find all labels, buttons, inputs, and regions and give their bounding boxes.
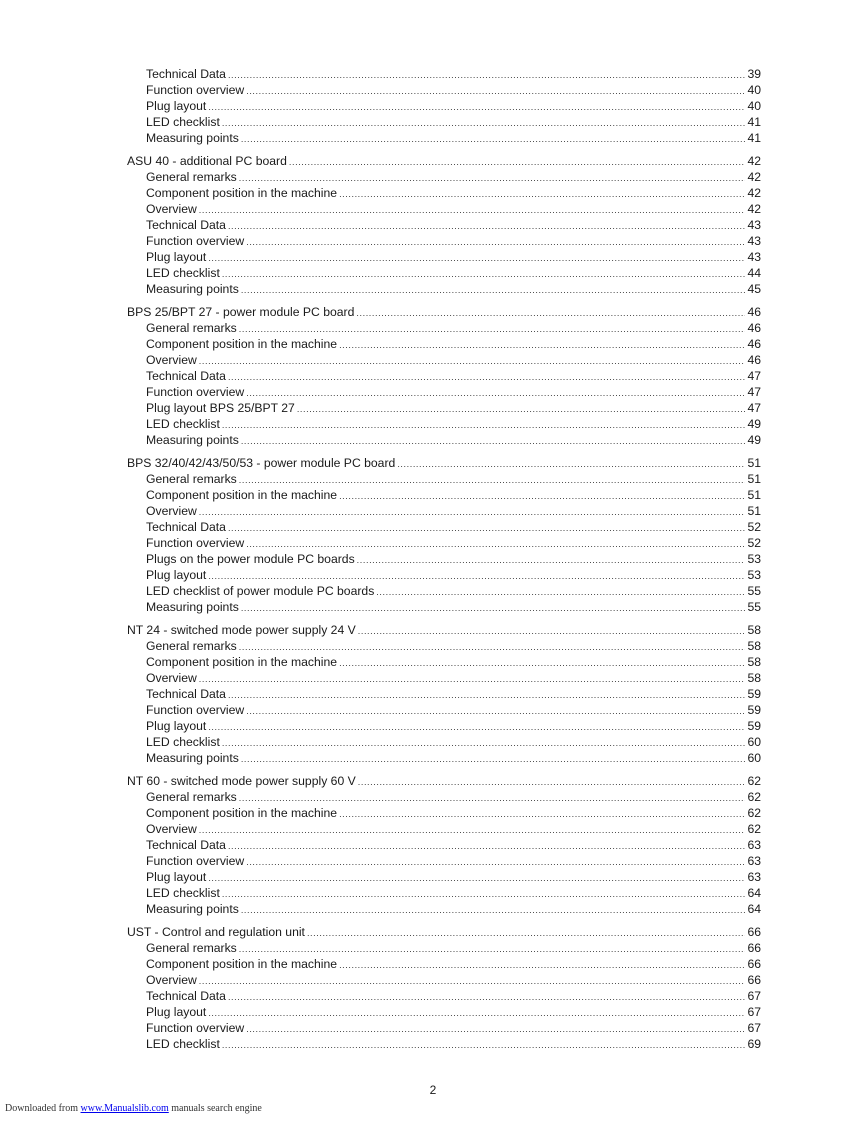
toc-entry-label: Component position in the machine (146, 488, 338, 502)
toc-entry[interactable] (127, 265, 761, 281)
toc-entry[interactable] (127, 400, 761, 416)
toc-entry[interactable] (127, 670, 761, 686)
dot-leader (199, 973, 745, 989)
dot-leader (208, 870, 745, 886)
toc-entry[interactable] (127, 1036, 761, 1052)
toc-entry[interactable] (127, 217, 761, 233)
toc-entry[interactable] (127, 130, 761, 146)
toc-entry-page: 52 (747, 536, 761, 550)
toc-entry-label: Measuring points (146, 902, 239, 916)
toc-entry-page: 40 (747, 83, 761, 97)
dot-leader (239, 170, 745, 186)
dot-leader (357, 552, 745, 568)
toc-entry-page: 51 (747, 488, 761, 502)
toc-entry-page: 58 (747, 639, 761, 653)
dot-leader (199, 671, 745, 687)
toc-chapter-entry[interactable] (127, 773, 761, 789)
toc-entry-label: Component position in the machine (146, 806, 338, 820)
toc-entry-label: Function overview (146, 536, 245, 550)
dot-leader (239, 321, 745, 337)
dot-leader (289, 154, 745, 170)
dot-leader (222, 115, 745, 131)
footer-prefix: Downloaded from (5, 1103, 79, 1114)
dot-leader (208, 250, 745, 266)
toc-entry-label: General remarks (146, 639, 237, 653)
toc-entry-label: Plug layout (146, 568, 207, 582)
dot-leader (199, 353, 745, 369)
toc-chapter-entry-label: UST - Control and regulation unit (127, 925, 305, 939)
toc-entry-label: Overview (146, 504, 197, 518)
toc-entry-label: Technical Data (146, 989, 226, 1003)
dot-leader (199, 504, 745, 520)
toc-entry-label: Plug layout (146, 250, 207, 264)
toc-entry[interactable] (127, 281, 761, 297)
dot-leader (246, 854, 745, 870)
toc-chapter-entry-page: 62 (747, 774, 761, 788)
toc-chapter-entry[interactable] (127, 924, 761, 940)
dot-leader (239, 472, 745, 488)
toc-entry-page: 47 (747, 401, 761, 415)
toc-section (127, 66, 761, 146)
dot-leader (228, 369, 745, 385)
toc-entry-label: Component position in the machine (146, 957, 338, 971)
toc-entry[interactable] (127, 718, 761, 734)
toc-entry[interactable] (127, 249, 761, 265)
toc-entry-page: 64 (747, 886, 761, 900)
dot-leader (208, 568, 745, 584)
dot-leader (228, 687, 745, 703)
toc-entry[interactable] (127, 853, 761, 869)
dot-leader (246, 1021, 745, 1037)
toc-entry[interactable] (127, 734, 761, 750)
toc-entry-label: Plugs on the power module PC boards (146, 552, 355, 566)
dot-leader (222, 266, 745, 282)
dot-leader (222, 886, 745, 902)
toc-entry-label: Measuring points (146, 282, 239, 296)
toc-entry-label: Overview (146, 202, 197, 216)
toc-entry[interactable] (127, 432, 761, 448)
toc-entry-label: Technical Data (146, 218, 226, 232)
toc-entry-label: Plug layout (146, 719, 207, 733)
toc-entry-page: 55 (747, 584, 761, 598)
toc-entry-label: Component position in the machine (146, 655, 338, 669)
dot-leader (241, 131, 745, 147)
toc-entry-label: Overview (146, 822, 197, 836)
toc-entry-label: Plug layout (146, 1005, 207, 1019)
toc-chapter-entry-label: ASU 40 - additional PC board (127, 154, 287, 168)
toc-entry-page: 45 (747, 282, 761, 296)
toc-chapter-entry-page: 42 (747, 154, 761, 168)
dot-leader (339, 488, 745, 504)
dot-leader (246, 385, 745, 401)
dot-leader (339, 337, 745, 353)
toc-entry-page: 46 (747, 321, 761, 335)
toc-entry[interactable] (127, 1020, 761, 1036)
toc-entry[interactable] (127, 535, 761, 551)
dot-leader (241, 902, 745, 918)
toc-entry[interactable] (127, 869, 761, 885)
toc-entry-page: 63 (747, 870, 761, 884)
toc-section (127, 924, 761, 1052)
toc-entry-label: Technical Data (146, 369, 226, 383)
toc-entry[interactable] (127, 972, 761, 988)
toc-entry[interactable] (127, 702, 761, 718)
toc-entry-page: 67 (747, 1021, 761, 1035)
toc-entry[interactable] (127, 837, 761, 853)
dot-leader (228, 838, 745, 854)
dot-leader (358, 623, 745, 639)
toc-entry[interactable] (127, 901, 761, 917)
toc-entry[interactable] (127, 638, 761, 654)
dot-leader (297, 401, 745, 417)
toc-entry-page: 59 (747, 703, 761, 717)
toc-entry-page: 67 (747, 989, 761, 1003)
dot-leader (339, 806, 745, 822)
toc-entry-label: General remarks (146, 790, 237, 804)
toc-chapter-entry-page: 51 (747, 456, 761, 470)
toc-entry[interactable] (127, 185, 761, 201)
toc-entry-page: 62 (747, 806, 761, 820)
toc-entry-label: LED checklist (146, 266, 220, 280)
toc-entry-label: LED checklist of power module PC boards (146, 584, 375, 598)
toc-entry-page: 67 (747, 1005, 761, 1019)
toc-entry-label: LED checklist (146, 886, 220, 900)
toc-entry[interactable] (127, 503, 761, 519)
dot-leader (239, 639, 745, 655)
toc-entry-label: Function overview (146, 1021, 245, 1035)
toc-entry-page: 51 (747, 504, 761, 518)
toc-entry-label: Technical Data (146, 687, 226, 701)
toc-entry-label: General remarks (146, 170, 237, 184)
toc-entry-label: Plug layout (146, 99, 207, 113)
toc-entry-page: 47 (747, 385, 761, 399)
toc-entry-page: 43 (747, 234, 761, 248)
dot-leader (397, 456, 745, 472)
toc-entry[interactable] (127, 519, 761, 535)
toc-entry-label: Measuring points (146, 433, 239, 447)
toc-entry-label: General remarks (146, 941, 237, 955)
toc-entry-page: 42 (747, 186, 761, 200)
toc-entry[interactable] (127, 1004, 761, 1020)
toc-entry[interactable] (127, 82, 761, 98)
toc-chapter-entry[interactable] (127, 455, 761, 471)
toc-entry[interactable] (127, 233, 761, 249)
dot-leader (339, 186, 745, 202)
toc-entry-page: 66 (747, 957, 761, 971)
toc-entry-page: 46 (747, 353, 761, 367)
toc-entry-page: 41 (747, 115, 761, 129)
toc-entry-page: 47 (747, 369, 761, 383)
toc-entry-label: Component position in the machine (146, 337, 338, 351)
toc-entry[interactable] (127, 169, 761, 185)
toc-entry-page: 46 (747, 337, 761, 351)
dot-leader (339, 957, 745, 973)
dot-leader (246, 234, 745, 250)
toc-entry[interactable] (127, 471, 761, 487)
toc-entry[interactable] (127, 805, 761, 821)
dot-leader (228, 520, 745, 536)
toc-entry-page: 41 (747, 131, 761, 145)
toc-entry[interactable] (127, 567, 761, 583)
toc-entry-page: 66 (747, 973, 761, 987)
toc-section (127, 153, 761, 297)
toc-entry-page: 63 (747, 838, 761, 852)
toc-entry-page: 53 (747, 552, 761, 566)
dot-leader (376, 584, 745, 600)
dot-leader (222, 417, 745, 433)
toc-entry-page: 42 (747, 170, 761, 184)
dot-leader (199, 202, 745, 218)
toc-entry[interactable] (127, 654, 761, 670)
toc-entry-label: General remarks (146, 321, 237, 335)
toc-entry-page: 66 (747, 941, 761, 955)
dot-leader (228, 989, 745, 1005)
toc-entry-label: LED checklist (146, 115, 220, 129)
toc-entry-page: 64 (747, 902, 761, 916)
toc-entry-label: LED checklist (146, 735, 220, 749)
toc-entry-label: Overview (146, 353, 197, 367)
toc-chapter-entry[interactable] (127, 622, 761, 638)
toc-entry-page: 49 (747, 433, 761, 447)
footer-suffix: manuals search engine (171, 1103, 262, 1114)
toc-entry-page: 39 (747, 67, 761, 81)
dot-leader (241, 600, 745, 616)
toc-entry-page: 59 (747, 719, 761, 733)
toc-chapter-entry-label: BPS 25/BPT 27 - power module PC board (127, 305, 355, 319)
toc-entry-page: 55 (747, 600, 761, 614)
dot-leader (239, 790, 745, 806)
toc-entry-page: 60 (747, 751, 761, 765)
toc-entry-label: Overview (146, 671, 197, 685)
dot-leader (356, 305, 745, 321)
toc-entry-page: 40 (747, 99, 761, 113)
page-number: 2 (429, 1083, 437, 1097)
toc-entry-label: General remarks (146, 472, 237, 486)
toc-entry-label: Plug layout BPS 25/BPT 27 (146, 401, 295, 415)
toc-entry-page: 49 (747, 417, 761, 431)
toc-entry[interactable] (127, 940, 761, 956)
toc-section (127, 304, 761, 448)
toc-entry[interactable] (127, 384, 761, 400)
toc-entry-label: Technical Data (146, 520, 226, 534)
toc-entry[interactable] (127, 583, 761, 599)
dot-leader (246, 536, 745, 552)
toc-entry-label: Measuring points (146, 131, 239, 145)
toc-chapter-entry-label: BPS 32/40/42/43/50/53 - power module PC board (127, 456, 396, 470)
toc-entry-label: Plug layout (146, 870, 207, 884)
toc-entry-page: 62 (747, 790, 761, 804)
toc-entry-page: 58 (747, 671, 761, 685)
toc-entry-page: 59 (747, 687, 761, 701)
dot-leader (199, 822, 745, 838)
toc-entry-label: LED checklist (146, 1037, 220, 1051)
toc-entry[interactable] (127, 686, 761, 702)
toc-chapter-entry[interactable] (127, 153, 761, 169)
toc-entry-page: 51 (747, 472, 761, 486)
toc-entry-page: 63 (747, 854, 761, 868)
download-footer (5, 1103, 262, 1114)
dot-leader (239, 941, 745, 957)
toc-entry[interactable] (127, 368, 761, 384)
toc-entry-page: 42 (747, 202, 761, 216)
toc-entry[interactable] (127, 352, 761, 368)
dot-leader (241, 433, 745, 449)
toc-entry-page: 43 (747, 250, 761, 264)
table-of-contents (127, 66, 761, 1059)
dot-leader (228, 67, 745, 83)
toc-entry-page: 58 (747, 655, 761, 669)
dot-leader (246, 703, 745, 719)
toc-entry[interactable] (127, 66, 761, 82)
toc-chapter-entry[interactable] (127, 304, 761, 320)
toc-chapter-entry-label: NT 24 - switched mode power supply 24 V (127, 623, 356, 637)
toc-entry-label: Function overview (146, 703, 245, 717)
toc-entry[interactable] (127, 789, 761, 805)
toc-entry-label: Technical Data (146, 67, 226, 81)
toc-entry[interactable] (127, 750, 761, 766)
toc-entry[interactable] (127, 320, 761, 336)
toc-entry[interactable] (127, 98, 761, 114)
toc-entry[interactable] (127, 201, 761, 217)
toc-entry[interactable] (127, 487, 761, 503)
toc-entry-page: 53 (747, 568, 761, 582)
dot-leader (228, 218, 745, 234)
toc-entry-label: Technical Data (146, 838, 226, 852)
manualslib-link[interactable]: www.Manualslib.com (80, 1103, 169, 1114)
toc-entry-page: 60 (747, 735, 761, 749)
toc-entry[interactable] (127, 336, 761, 352)
toc-entry-label: Measuring points (146, 600, 239, 614)
toc-section (127, 773, 761, 917)
toc-section (127, 455, 761, 615)
toc-section (127, 622, 761, 766)
toc-entry[interactable] (127, 821, 761, 837)
toc-chapter-entry-label: NT 60 - switched mode power supply 60 V (127, 774, 356, 788)
toc-entry[interactable] (127, 956, 761, 972)
dot-leader (208, 1005, 745, 1021)
dot-leader (339, 655, 745, 671)
dot-leader (307, 925, 745, 941)
toc-entry-page: 52 (747, 520, 761, 534)
toc-entry-page: 43 (747, 218, 761, 232)
dot-leader (241, 282, 745, 298)
dot-leader (208, 719, 745, 735)
toc-entry-label: Component position in the machine (146, 186, 338, 200)
toc-entry-label: Function overview (146, 385, 245, 399)
toc-chapter-entry-page: 58 (747, 623, 761, 637)
dot-leader (246, 83, 745, 99)
dot-leader (358, 774, 745, 790)
toc-entry-label: LED checklist (146, 417, 220, 431)
toc-entry[interactable] (127, 114, 761, 130)
toc-entry[interactable] (127, 551, 761, 567)
toc-entry[interactable] (127, 416, 761, 432)
dot-leader (222, 1037, 745, 1053)
dot-leader (208, 99, 745, 115)
dot-leader (222, 735, 745, 751)
toc-chapter-entry-page: 46 (747, 305, 761, 319)
toc-entry-page: 69 (747, 1037, 761, 1051)
toc-entry-label: Overview (146, 973, 197, 987)
toc-entry-page: 44 (747, 266, 761, 280)
toc-entry-label: Function overview (146, 854, 245, 868)
toc-entry[interactable] (127, 599, 761, 615)
toc-entry-page: 62 (747, 822, 761, 836)
toc-entry-label: Function overview (146, 234, 245, 248)
toc-entry[interactable] (127, 885, 761, 901)
toc-chapter-entry-page: 66 (747, 925, 761, 939)
dot-leader (241, 751, 745, 767)
toc-entry-label: Measuring points (146, 751, 239, 765)
toc-entry[interactable] (127, 988, 761, 1004)
toc-entry-label: Function overview (146, 83, 245, 97)
